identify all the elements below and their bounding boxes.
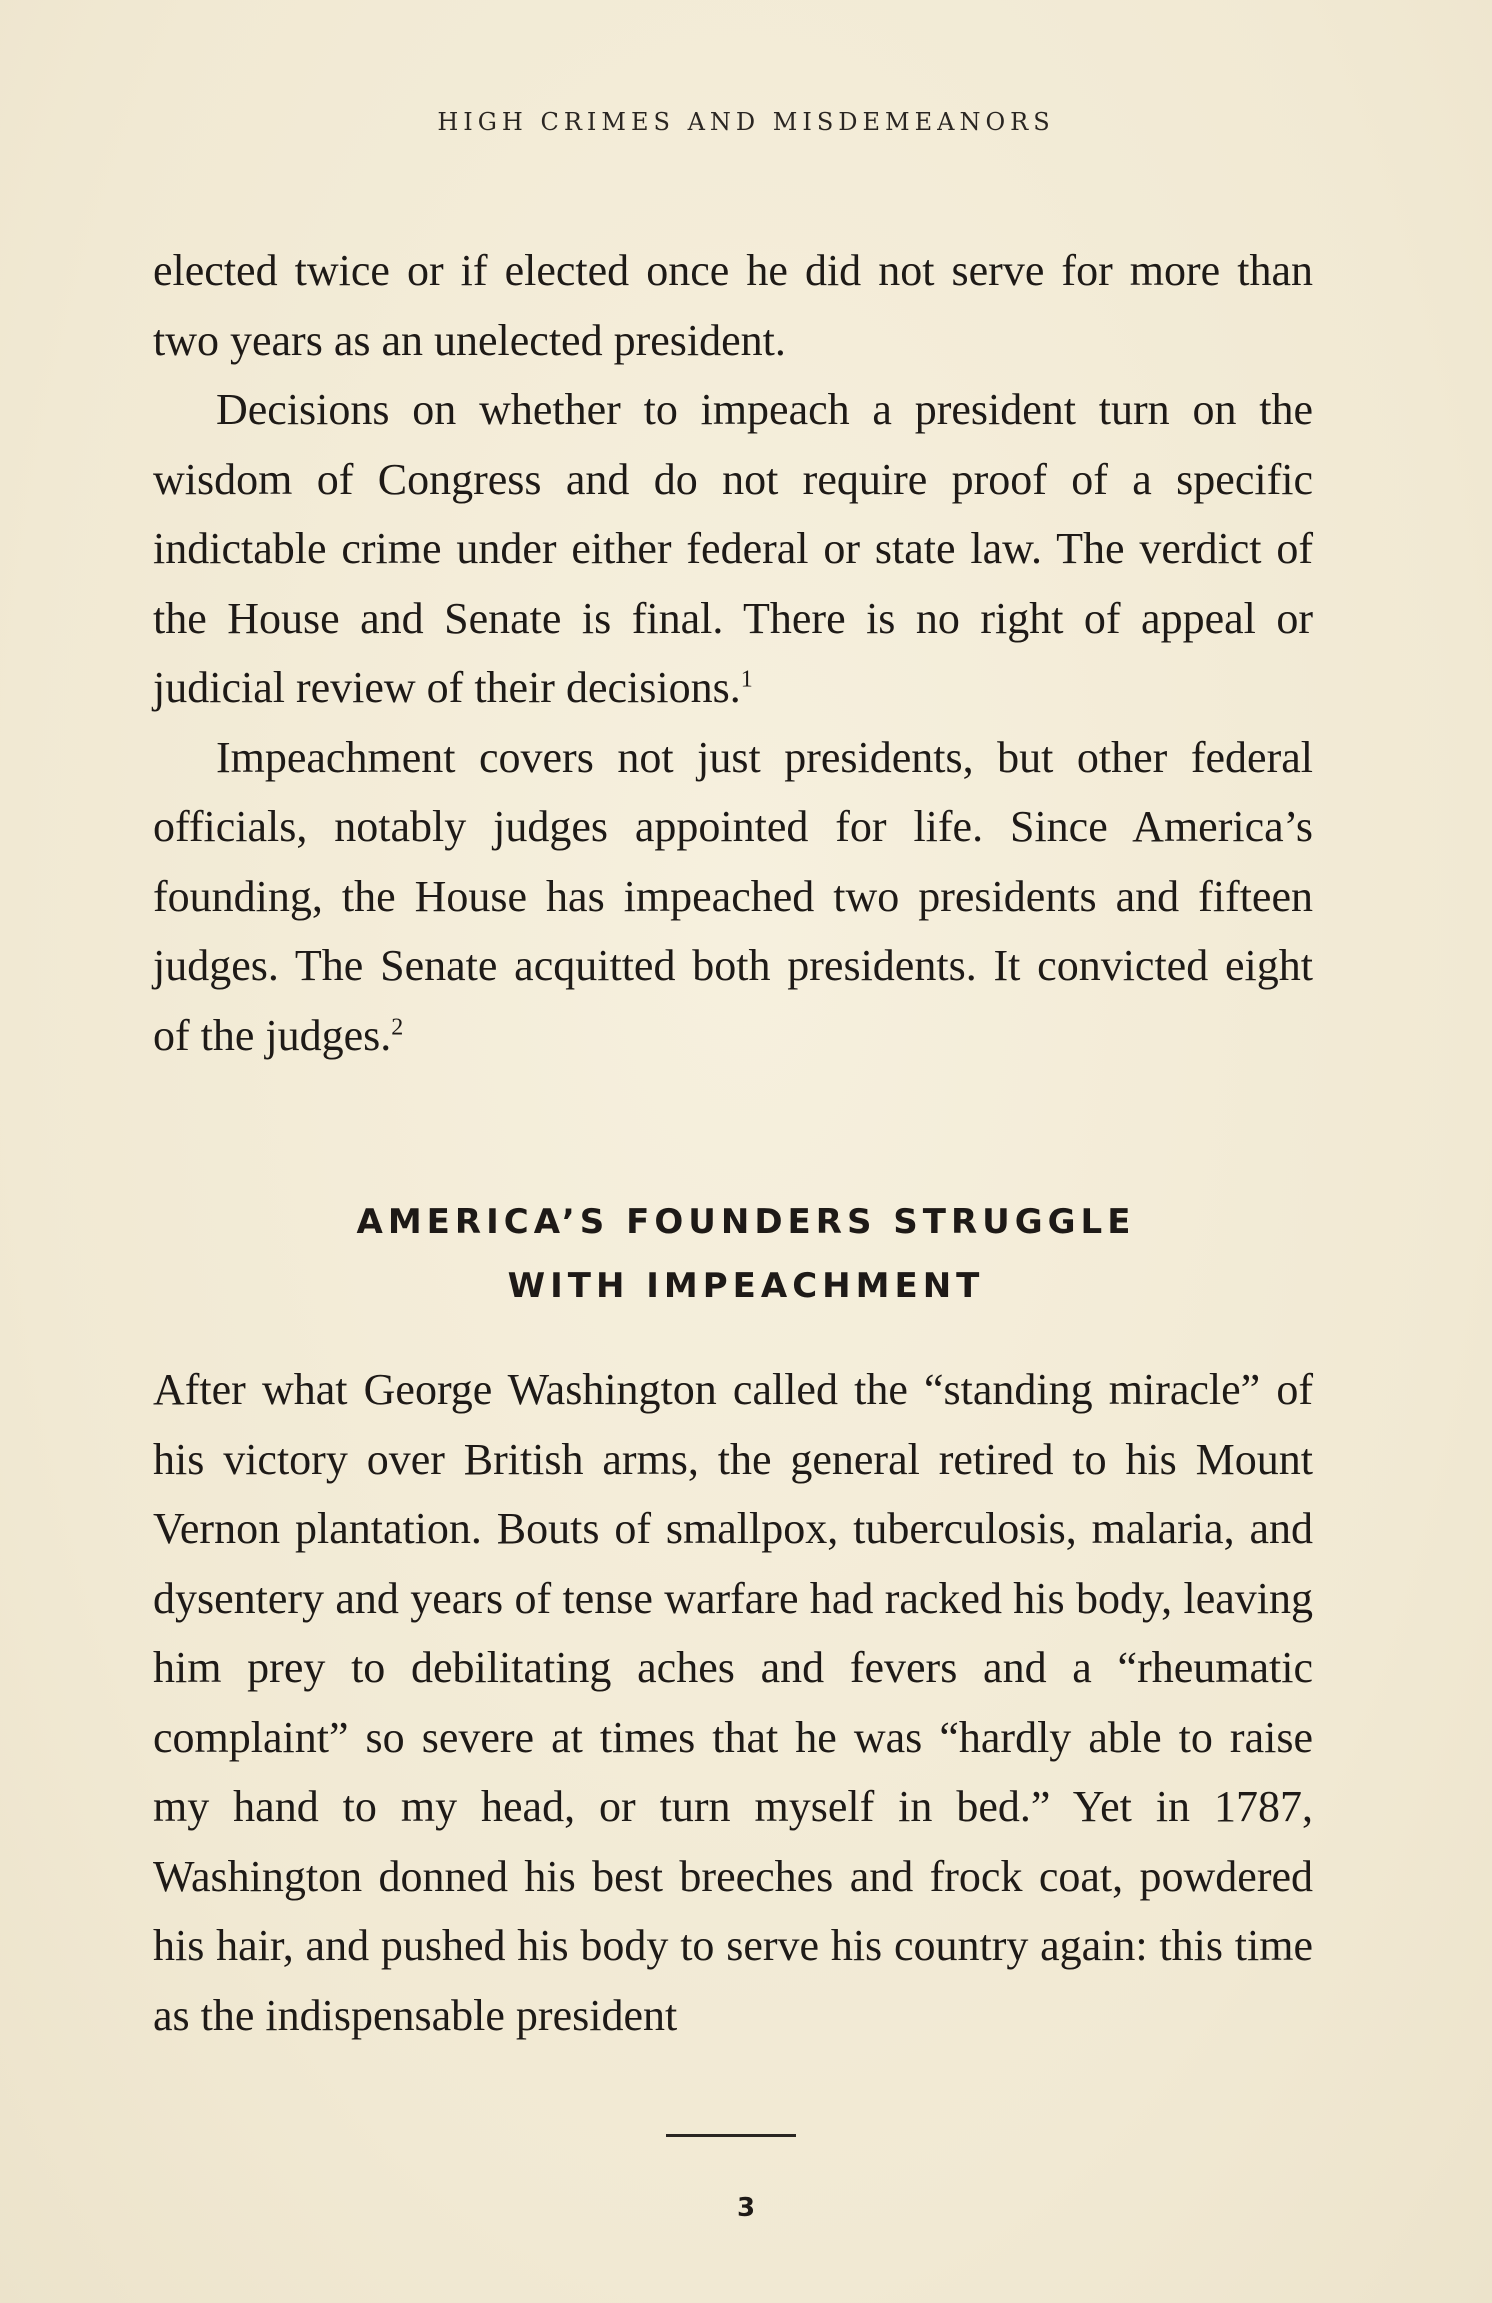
paragraph-impeachment-decisions — [153, 375, 1313, 723]
top-text-block — [153, 236, 1313, 1070]
page-number: 3 — [736, 2193, 756, 2223]
paragraph-text: Decisions on whether to impeach a president turn on the wisdom of Congress and do not require proof of a specific indictable crime under either federal or state law. The verdict of the House and Senate is final. There is no right of appeal or judicial review of their decisions. — [153, 385, 1313, 712]
paragraph-continued: elected twice or if elected once he did not serve for more than two years as an unelected president. — [153, 246, 1313, 365]
section-text-block — [153, 1355, 1313, 2050]
running-head: HIGH CRIMES AND MISDEMEANORS — [437, 108, 1055, 136]
section-heading-line: AMERICA’S FOUNDERS STRUGGLE — [356, 1202, 1136, 1242]
footnote-marker: 2 — [391, 1013, 404, 1040]
section-heading — [0, 1190, 1492, 1318]
footer-rule — [666, 2134, 796, 2137]
paragraph-text: Impeachment covers not just presidents, but other federal officials, notably judges appointed for life. Since America’s founding, the House has impeached two presidents and fifteen judges. The Senate acquitted both presidents. It convicted eight of the judges. — [153, 732, 1313, 1060]
section-heading-line: WITH IMPEACHMENT — [507, 1266, 985, 1306]
paragraph-washington: After what George Washington called the “standing miracle” of his victory over British arms, the general retired to his Mount Vernon plantation. Bouts of smallpox, tuberculosis, malaria, and dysentery and years of tense warfare had racked his body, leaving him prey to debilitating aches and fevers and a “rheumatic complaint” so severe at times that he was “hardly able to raise my hand to my head, or turn myself in bed.” Yet in 1787, Washington donned his best breeches and frock coat, powdered his hair, and pushed his body to serve his country again: this time as the indispensable president — [153, 1365, 1313, 2040]
footnote-marker: 1 — [740, 666, 753, 693]
paragraph-impeachment-coverage — [153, 723, 1313, 1071]
